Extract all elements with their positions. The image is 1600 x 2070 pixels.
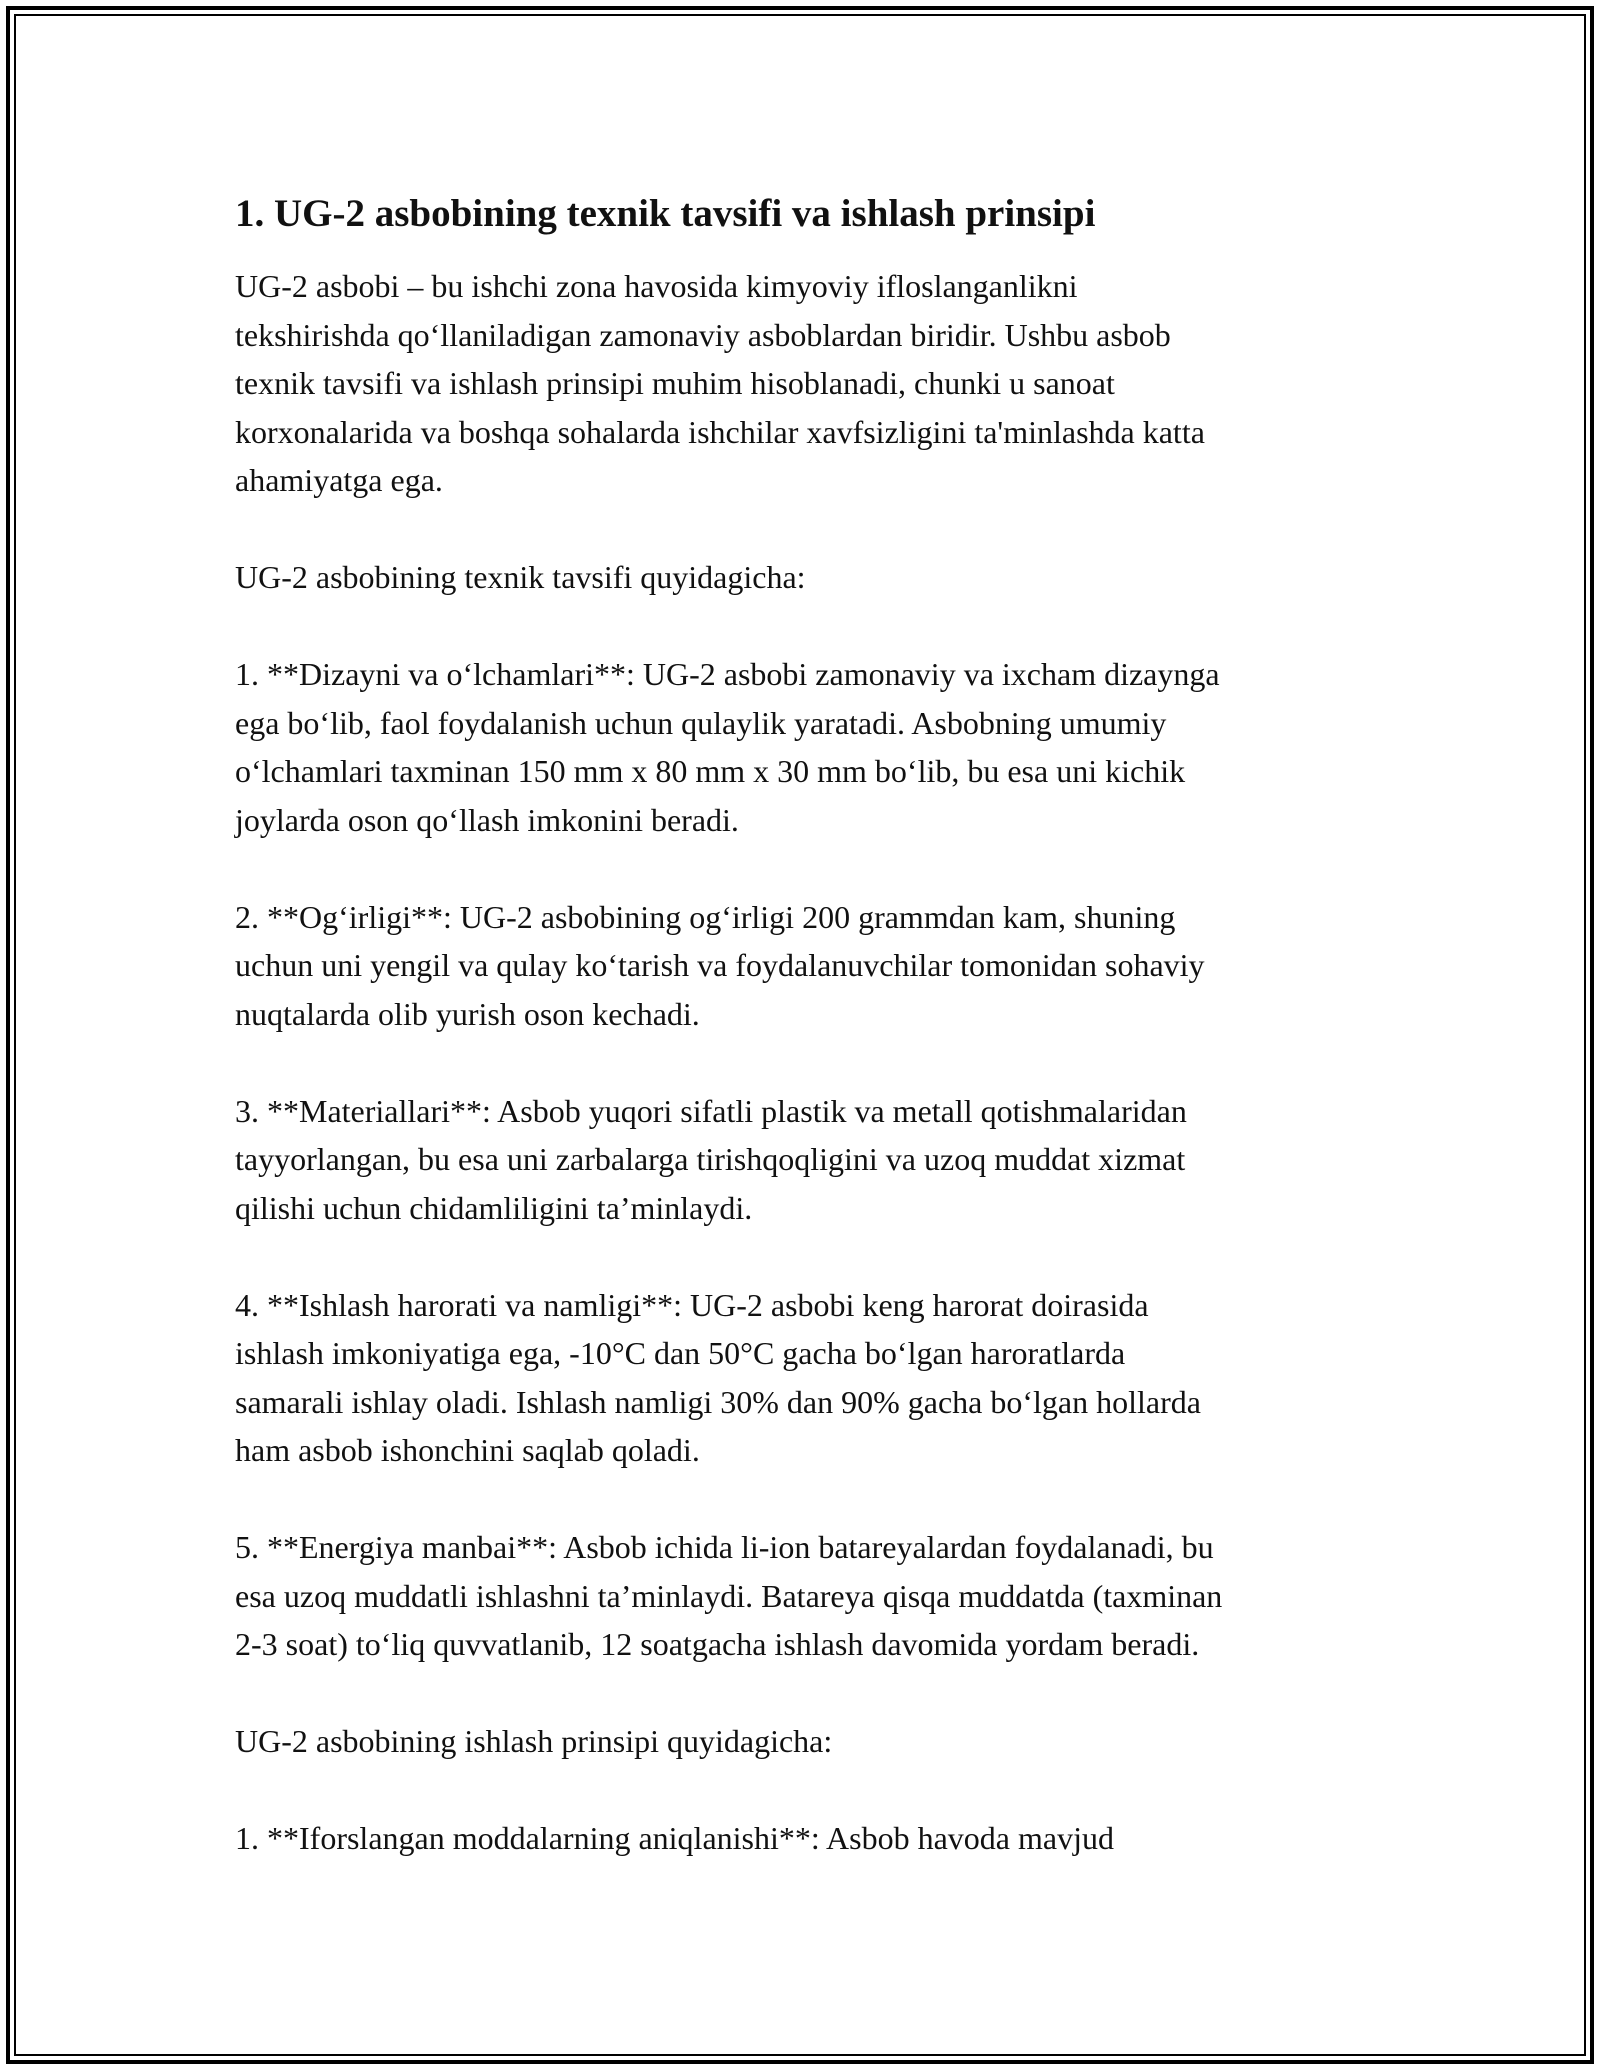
paragraph-principle-heading [235,1717,1415,1766]
text-line: nuqtalarda olib yurish oson kechadi. [235,995,700,1032]
text-line: qilishi uchun chidamliligini ta’minlaydi. [235,1189,753,1226]
paragraph-spec-energy [235,1523,1415,1669]
paragraph-specs-heading [235,553,1415,602]
text-line: korxonalarida va boshqa sohalarda ishchilar xavfsizligini ta'minlashda katta [235,413,1205,450]
text-line: UG-2 asbobi – bu ishchi zona havosida kimyoviy ifloslanganlikni [235,268,1078,304]
text-line: o‘lchamlari taxminan 150 mm x 80 mm x 30 mm bo‘lib, bu esa uni kichik [235,753,1186,789]
text-line: tayyorlangan, bu esa uni zarbalarga tirishqoqligini va uzoq muddat xizmat [235,1141,1186,1177]
text-line: 3. **Materiallari**: Asbob yuqori sifatli plastik va metall qotishmalaridan [235,1092,1187,1129]
text-line: 1. **Iforslangan moddalarning aniqlanishi**: Asbob havoda mavjud [235,1820,1114,1856]
text-line: esa uzoq muddatli ishlashni ta’minlaydi. Batareya qisqa muddatda (taxminan [235,1577,1223,1614]
paragraph-principle-detection [235,1814,1415,1863]
text-line: ishlash imkoniyatiga ega, -10°C dan 50°C gacha bo‘lgan haroratlarda [235,1335,1126,1371]
text-line: joylarda oson qo‘llash imkonini beradi. [235,801,739,838]
text-line: ega bo‘lib, faol foydalanish uchun qulaylik yaratadi. Asbobning umumiy [235,704,1167,741]
text-line: ham asbob ishonchini saqlab qoladi. [235,1432,700,1468]
text-line: 1. **Dizayni va o‘lchamlari**: UG-2 asbobi zamonaviy va ixcham dizaynga [235,656,1220,692]
text-line: tekshirishda qo‘llaniladigan zamonaviy asboblardan biridir. Ushbu asbob [235,316,1171,353]
paragraph-spec-weight [235,893,1415,1039]
text-line: 2. **Og‘irligi**: UG-2 asbobining og‘irligi 200 grammdan kam, shuning [235,898,1176,935]
paragraph-spec-design [235,650,1415,844]
text-line: UG-2 asbobining texnik tavsifi quyidagicha: [235,559,806,595]
text-line: 4. **Ishlash harorati va namligi**: UG-2 asbobi keng harorat doirasida [235,1286,1149,1323]
text-line: ahamiyatga ega. [235,462,443,498]
document-page [235,186,1415,1911]
text-line: 5. **Energiya manbai**: Asbob ichida li-ion batareyalardan foydalanadi, bu [235,1529,1214,1565]
text-line: samarali ishlay oladi. Ishlash namligi 30% dan 90% gacha bo‘lgan hollarda [235,1383,1201,1420]
document-title: 1. UG-2 asbobining texnik tavsifi va ishlash prinsipi [235,192,1096,235]
paragraph-intro [235,262,1415,505]
text-line: uchun uni yengil va qulay ko‘tarish va foydalanuvchilar tomonidan sohaviy [235,947,1205,983]
text-line: UG-2 asbobining ishlash prinsipi quyidagicha: [235,1723,833,1759]
paragraph-spec-temperature [235,1281,1415,1475]
text-line: texnik tavsifi va ishlash prinsipi muhim hisoblanadi, chunki u sanoat [235,365,1115,401]
text-line: 2-3 soat) to‘liq quvvatlanib, 12 soatgacha ishlash davomida yordam beradi. [235,1626,1200,1662]
paragraph-spec-materials [235,1087,1415,1233]
